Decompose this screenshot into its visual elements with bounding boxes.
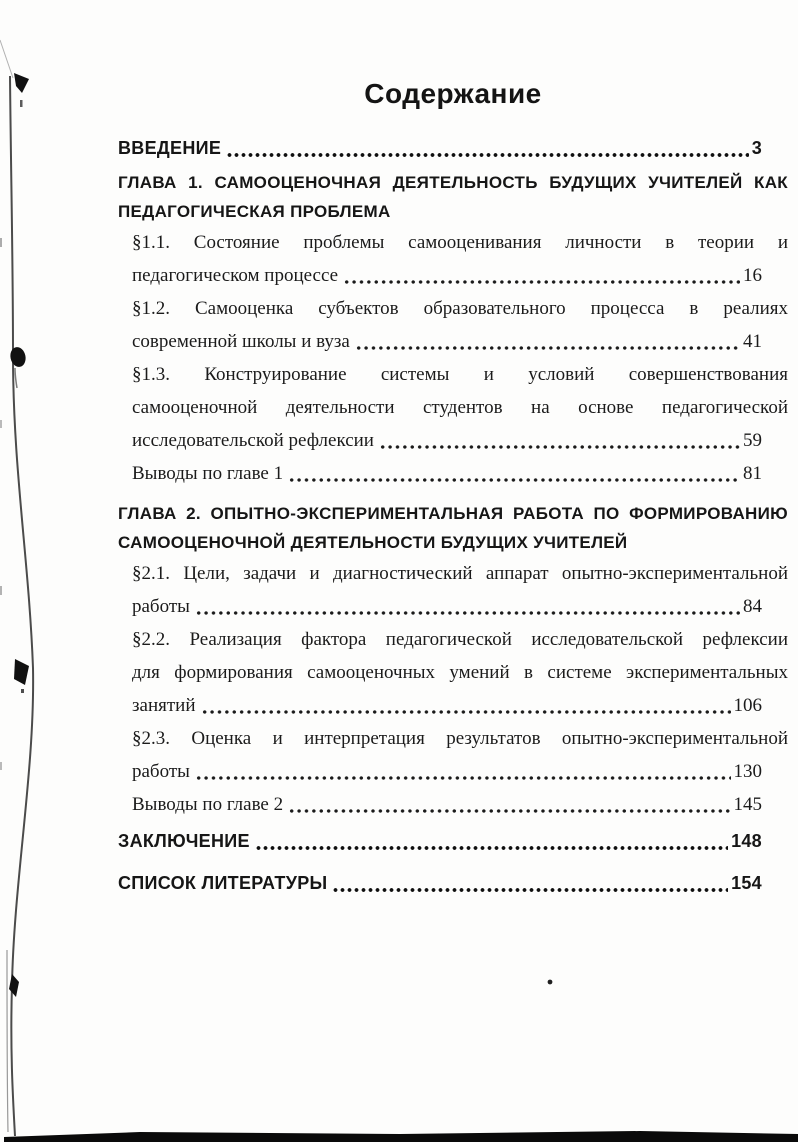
page-title: Содержание (364, 78, 542, 109)
entry-text-line: §2.3. Оценка и интерпретация результатов опытно-экспериментальной (132, 728, 788, 749)
toc-entry-1-2 (118, 292, 788, 358)
page-number: 3 (751, 138, 762, 158)
toc-entry-glava-2 (118, 499, 788, 557)
entry-text: Выводы по главе 1 (132, 463, 284, 484)
entry-last-line (118, 259, 788, 292)
entry-text-line: §2.2. Реализация фактора педагогической исследовательской рефлексии (132, 629, 788, 650)
toc-entry-1-1 (118, 226, 788, 292)
dot-leader (195, 609, 740, 617)
entry-text: исследовательской рефлексии (132, 430, 374, 451)
entry-text-line: для формирования самооценочных умений в системе экспериментальных (132, 662, 788, 683)
entry-last-line (118, 689, 788, 722)
entry-text: Выводы по главе 2 (132, 794, 284, 815)
chapter-heading-line: ГЛАВА 1. САМООЦЕНОЧНАЯ ДЕЯТЕЛЬНОСТЬ БУДУЩИХ УЧИТЕЛЕЙ КАК (118, 173, 788, 192)
binding-line (10, 76, 33, 1136)
toc-entry-label: ЗАКЛЮЧЕНИЕ (118, 831, 250, 851)
toc-entry-vvedenie (118, 132, 788, 165)
dot-leader (255, 844, 728, 852)
ink-tail (15, 368, 17, 388)
toc-entry-2-2 (118, 623, 788, 722)
page-number: 81 (743, 463, 762, 484)
entry-text-line: самооценочной деятельности студентов на основе педагогической (132, 397, 788, 418)
page-number: 84 (743, 596, 762, 617)
toc-entry-spisok-literatury (118, 867, 788, 900)
ink-speck (21, 689, 24, 693)
chapter-heading-line: САМООЦЕНОЧНОЙ ДЕЯТЕЛЬНОСТИ БУДУЩИХ УЧИТЕЛЕЙ (118, 533, 628, 552)
entry-text: занятий (132, 695, 196, 716)
entry-text-line: §2.1. Цели, задачи и диагностический аппарат опытно-экспериментальной (132, 563, 788, 584)
entry-last-line (118, 424, 788, 457)
entry-last-line (118, 325, 788, 358)
binding-line-echo (7, 950, 8, 1132)
dot-leader (288, 807, 730, 815)
entry-text-line: §1.1. Состояние проблемы самооценивания личности в теории и (132, 232, 788, 253)
toc-entry-2-3 (118, 722, 788, 788)
toc-entry-vyvody-1 (118, 457, 788, 490)
page-number: 154 (731, 873, 762, 893)
entry-text: педагогическом процессе (132, 265, 339, 286)
toc-entry-zaklyuchenie (118, 825, 788, 858)
dot-leader (201, 708, 731, 716)
toc-entry-label: СПИСОК ЛИТЕРАТУРЫ (118, 873, 328, 893)
toc-entry-vyvody-2 (118, 788, 788, 821)
dot-leader (343, 278, 740, 286)
page-number: 41 (743, 331, 762, 352)
toc-entry-1-3 (118, 358, 788, 457)
page-number: 130 (733, 761, 762, 782)
entry-text-line: §1.2. Самооценка субъектов образовательного процесса в реалиях (132, 298, 788, 319)
corner-scratch (0, 40, 13, 78)
dot-leader (226, 151, 749, 159)
toc-entry-2-1 (118, 557, 788, 623)
edge-tick (0, 420, 2, 428)
scanner-bar (4, 1131, 798, 1142)
entry-text: современной школы и вуза (132, 331, 350, 352)
page-number: 16 (743, 265, 762, 286)
entry-last-line (118, 755, 788, 788)
entry-text: работы (132, 761, 190, 782)
stray-dot (548, 980, 553, 985)
dot-leader (195, 774, 731, 782)
chapter-heading-line: ГЛАВА 2. ОПЫТНО-ЭКСПЕРИМЕНТАЛЬНАЯ РАБОТА ПО ФОРМИРОВАНИЮ (118, 504, 788, 523)
toc-entry-label: ВВЕДЕНИЕ (118, 138, 222, 158)
page-number: 59 (743, 430, 762, 451)
page-number: 148 (731, 831, 762, 851)
page-number: 106 (733, 695, 762, 716)
dot-leader (379, 443, 740, 451)
toc-entry-glava-1 (118, 168, 788, 226)
ink-blob (9, 974, 19, 997)
page-number: 145 (733, 794, 762, 815)
ink-blob (14, 659, 29, 685)
edge-tick (0, 586, 2, 595)
edge-tick (0, 238, 2, 247)
chapter-heading-line: ПЕДАГОГИЧЕСКАЯ ПРОБЛЕМА (118, 202, 391, 221)
entry-text: работы (132, 596, 190, 617)
ink-speck (20, 100, 23, 107)
entry-text-line: §1.3. Конструирование системы и условий совершенствования (132, 364, 788, 385)
dot-leader (332, 886, 728, 894)
ink-blob (9, 346, 28, 369)
dot-leader (355, 344, 740, 352)
entry-last-line (118, 590, 788, 623)
dot-leader (288, 476, 740, 484)
toc-content-column (118, 0, 788, 900)
ink-blob (14, 73, 29, 93)
edge-tick (0, 762, 2, 770)
